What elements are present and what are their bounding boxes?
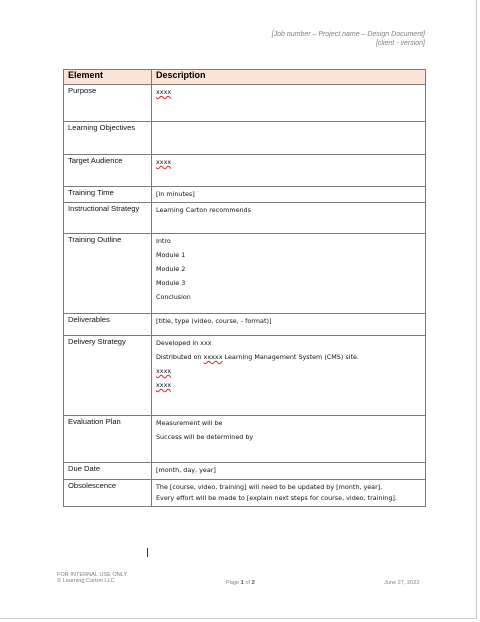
element-cell: Purpose — [64, 85, 152, 122]
description-line: xxxx — [156, 367, 172, 375]
page-current: 1 — [240, 580, 244, 586]
description-line: Success will be determined by — [156, 433, 254, 441]
element-cell: Obsolescence — [64, 480, 152, 507]
table-row — [64, 155, 426, 187]
description-line: Conclusion — [156, 293, 191, 301]
description-line: Module 2 — [156, 265, 186, 273]
description-cell[interactable] — [152, 336, 426, 416]
footer-copyright: © Learning Carton LLC — [57, 578, 115, 585]
table-header-row — [64, 70, 426, 85]
footer-internal-use: FOR INTERNAL USE ONLY — [57, 572, 128, 578]
description-line: Learning Management System (CMS) site. — [224, 353, 359, 361]
description-line: Learning Carton recommends — [156, 206, 251, 214]
description-line: [title, type (video, course, - format)] — [156, 317, 272, 325]
text-cursor — [147, 548, 148, 557]
description-line: Distributed on — [156, 353, 202, 361]
description-line: Module 1 — [156, 251, 186, 259]
description-line: [month, day, year] — [156, 466, 216, 474]
element-cell: Training Time — [64, 187, 152, 203]
description-line: Intro — [156, 237, 171, 245]
description-line: The [course, video, training] will need to be updated by [month, year]. — [156, 483, 383, 491]
page-number — [226, 580, 255, 586]
page-of-label: of — [245, 580, 250, 586]
description-line: xxxx — [156, 158, 172, 166]
description-cell[interactable] — [152, 155, 426, 187]
element-cell: Instructional Strategy — [64, 203, 152, 234]
description-cell[interactable] — [152, 480, 426, 507]
page-total: 2 — [251, 580, 255, 586]
element-cell: Learning Objectives — [64, 122, 152, 155]
table-row — [64, 234, 426, 314]
table-row — [64, 463, 426, 480]
element-cell: Due Date — [64, 463, 152, 480]
element-cell: Delivery Strategy — [64, 336, 152, 416]
design-table — [63, 69, 426, 507]
footer-date: June 27, 2023 — [384, 580, 420, 586]
table-row — [64, 314, 426, 336]
description-line: Measurement will be — [156, 419, 223, 427]
page-label: Page — [226, 580, 240, 586]
description-line: Module 3 — [156, 279, 186, 287]
description-cell[interactable] — [152, 203, 426, 234]
document-header — [272, 30, 425, 48]
table-row — [64, 187, 426, 203]
table-row — [64, 416, 426, 463]
description-cell[interactable] — [152, 234, 426, 314]
description-cell[interactable] — [152, 463, 426, 480]
description-line: xxxx — [156, 381, 172, 389]
description-line: [in minutes] — [156, 190, 195, 198]
header-line-2: [client - version] — [375, 40, 425, 47]
footer-left — [57, 572, 127, 585]
description-cell[interactable] — [152, 85, 426, 122]
element-cell: Evaluation Plan — [64, 416, 152, 463]
description-line: xxxxx — [203, 353, 223, 361]
table-row — [64, 85, 426, 122]
element-cell: Target Audience — [64, 155, 152, 187]
description-cell[interactable] — [152, 187, 426, 203]
table-row — [64, 203, 426, 234]
description-line: Developed in xxx — [156, 339, 212, 347]
description-line: Every effort will be made to [explain next steps for course, video, training]. — [156, 494, 397, 502]
description-cell[interactable] — [152, 122, 426, 155]
description-line: xxxx — [156, 88, 172, 96]
table-row — [64, 122, 426, 155]
header-line-1: [Job number – Project name – Design Document] — [271, 31, 425, 38]
element-column-header: Element — [64, 70, 152, 85]
description-cell[interactable] — [152, 314, 426, 336]
table-row — [64, 480, 426, 507]
element-cell: Training Outline — [64, 234, 152, 314]
element-cell: Deliverables — [64, 314, 152, 336]
table-row — [64, 336, 426, 416]
description-cell[interactable] — [152, 416, 426, 463]
description-column-header: Description — [152, 70, 426, 85]
